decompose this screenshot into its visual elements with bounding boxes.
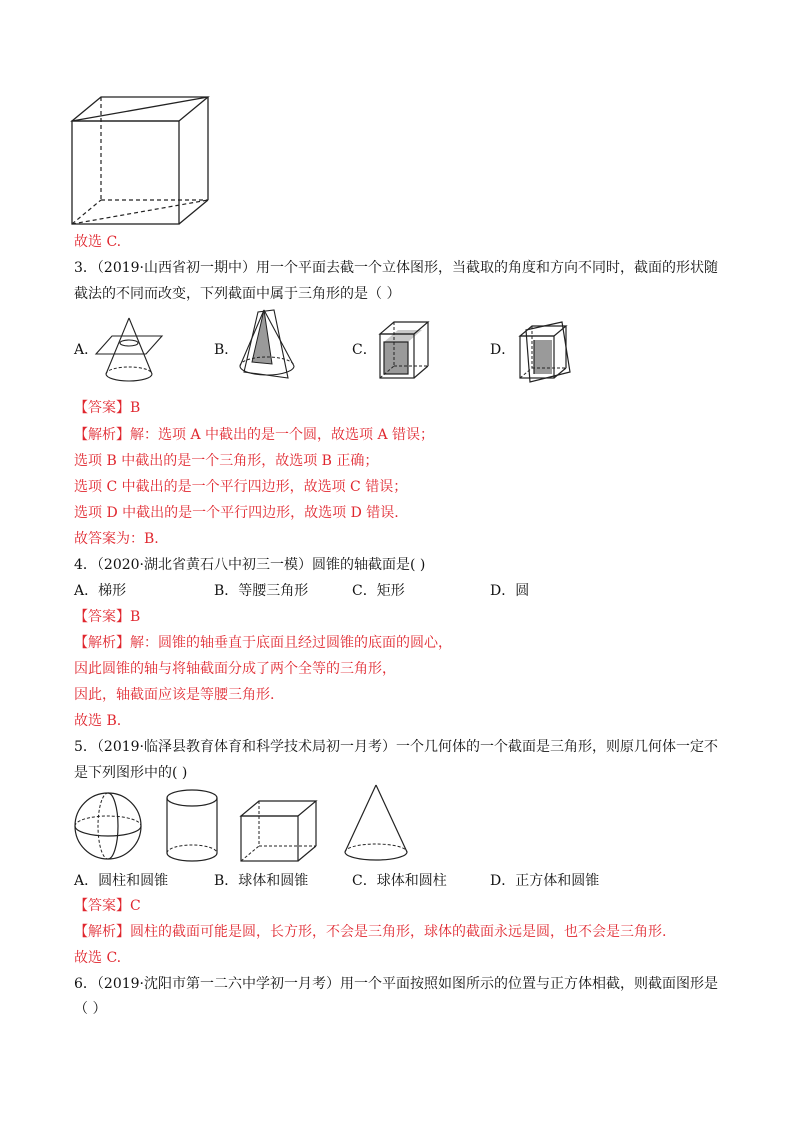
q4-option-d: D．圆 xyxy=(490,583,530,599)
q5-option-d: D．正方体和圆锥 xyxy=(490,873,600,889)
q6-stem-line2: （ ） xyxy=(74,1001,107,1017)
q5-stem-line1: 5．（2019·临泽县教育体育和科学技术局初一月考）一个几何体的一个截面是三角形，则原几何体一定不 xyxy=(74,739,718,755)
q2-conclusion: 故选 C. xyxy=(74,234,122,250)
q3-option-d-label: D． xyxy=(490,342,516,358)
q5-conclusion: 故选 C. xyxy=(74,950,122,966)
q4-analysis-line1: 【解析】解：圆锥的轴垂直于底面且经过圆锥的底面的圆心， xyxy=(74,635,452,651)
q5-cone-figure xyxy=(340,782,412,864)
q4-option-c: C．矩形 xyxy=(352,583,405,599)
q3-option-b-cone-vertical-cut-figure xyxy=(230,304,305,386)
q5-option-c: C．球体和圆柱 xyxy=(352,873,447,889)
q3-option-b-label: B． xyxy=(214,342,239,358)
q4-option-a: A．梯形 xyxy=(74,583,127,599)
q3-analysis-line2: 选项 B 中截出的是一个三角形，故选项 B 正确； xyxy=(74,453,379,469)
q5-sphere-figure xyxy=(72,790,144,862)
q5-cube-figure xyxy=(238,798,320,864)
q4-analysis-line3: 因此，轴截面应该是等腰三角形. xyxy=(74,687,275,703)
q4-option-b: B．等腰三角形 xyxy=(214,583,309,599)
q3-option-c-cube-parallel-cut-figure xyxy=(372,314,434,384)
q3-analysis-line3: 选项 C 中截出的是一个平行四边形，故选项 C 错误； xyxy=(74,479,408,495)
cube-section-figure xyxy=(70,95,215,230)
q4-analysis-line2: 因此圆锥的轴与将轴截面分成了两个全等的三角形， xyxy=(74,661,396,677)
q4-stem: 4．（2020·湖北省黄石八中初三一模）圆锥的轴截面是( ) xyxy=(74,557,426,573)
q3-stem-line2: 截法的不同而改变，下列截面中属于三角形的是（ ） xyxy=(74,286,401,302)
q5-answer: 【答案】C xyxy=(74,898,141,914)
q3-option-d-cube-oblique-cut-figure xyxy=(508,318,578,388)
q3-analysis-line4: 选项 D 中截出的是一个平行四边形，故选项 D 错误. xyxy=(74,505,399,521)
q3-option-c-label: C． xyxy=(352,342,377,358)
q3-analysis-line5: 故答案为：B. xyxy=(74,531,159,547)
q3-stem-line1: 3．（2019·山西省初一期中）用一个平面去截一个立体图形，当截取的角度和方向不同时，截面的形状随 xyxy=(74,260,718,276)
q5-stem-line2: 是下列图形中的( ) xyxy=(74,765,188,781)
q6-stem-line1: 6．（2019·沈阳市第一二六中学初一月考）用一个平面按照如图所示的位置与正方体相截，则截面图形是 xyxy=(74,976,718,992)
q3-analysis-line1: 【解析】解：选项 A 中截出的是一个圆，故选项 A 错误； xyxy=(74,427,435,443)
q5-option-b: B．球体和圆锥 xyxy=(214,873,309,889)
q5-cylinder-figure xyxy=(162,787,222,865)
q3-option-a-label: A． xyxy=(74,342,99,358)
q5-option-a: A．圆柱和圆锥 xyxy=(74,873,169,889)
q4-answer: 【答案】B xyxy=(74,609,141,625)
q3-option-a-cone-horizontal-cut-figure xyxy=(92,316,164,386)
q5-analysis: 【解析】圆柱的截面可能是圆，长方形，不会是三角形，球体的截面永远是圆，也不会是三角形. xyxy=(74,924,667,940)
q3-answer: 【答案】B xyxy=(74,400,141,416)
q4-conclusion: 故选 B. xyxy=(74,713,122,729)
